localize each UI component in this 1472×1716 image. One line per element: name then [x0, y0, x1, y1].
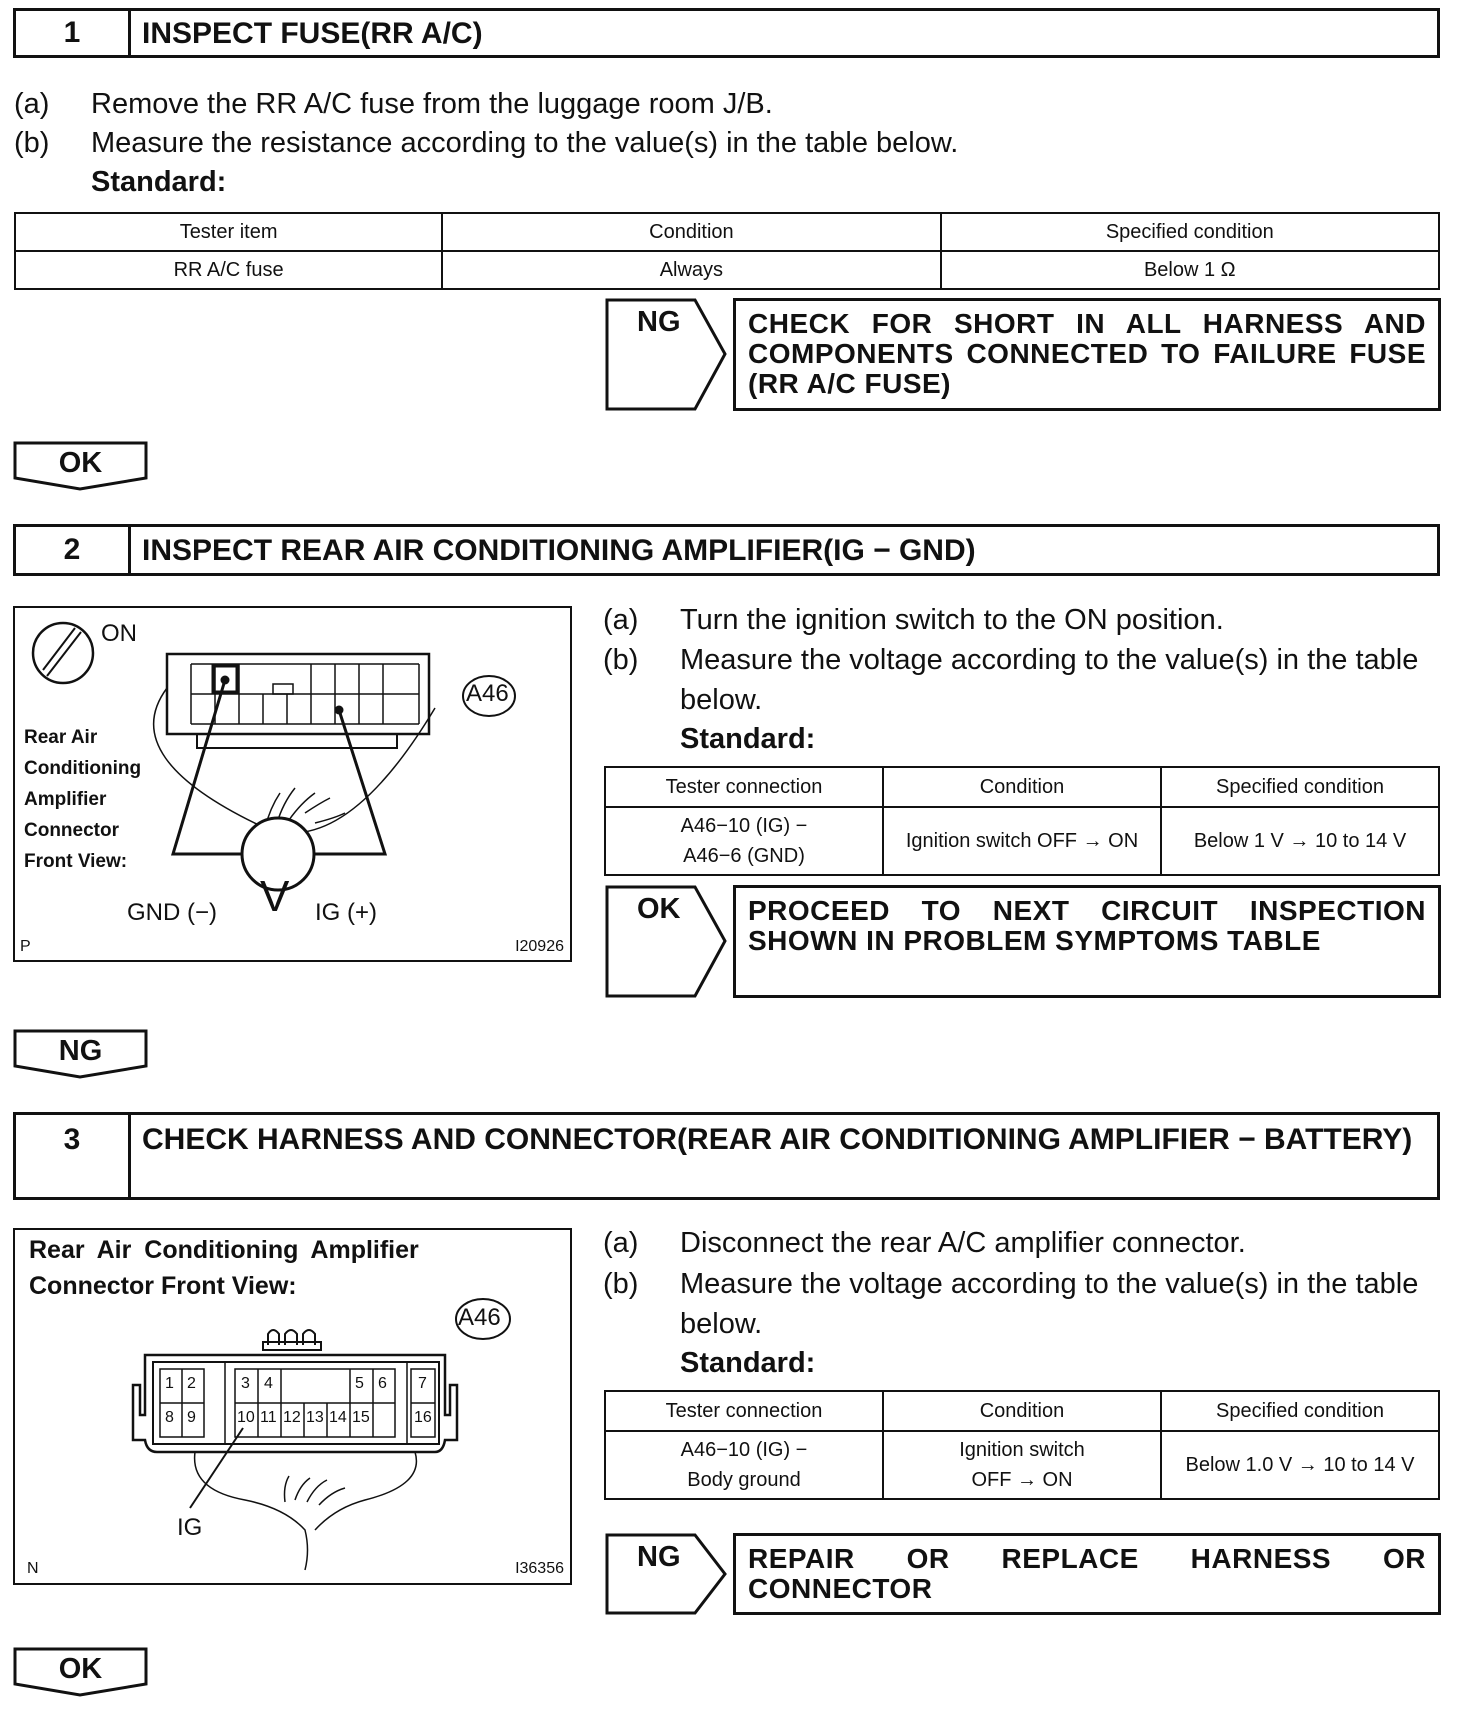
voltmeter-symbol: V — [260, 872, 290, 921]
step-1-a-text: Remove the RR A/C fuse from the luggage room J/B. — [91, 88, 773, 120]
pin-label: 16 — [414, 1409, 432, 1426]
table-header: Condition — [442, 213, 940, 251]
ig-probe-label: IG (+) — [315, 899, 378, 926]
table-header: Tester item — [15, 213, 442, 251]
step-3-title: CHECK HARNESS AND CONNECTOR(REAR AIR CONDITIONING AMPLIFIER − BATTERY) — [142, 1123, 1413, 1156]
pin-label: 1 — [165, 1375, 174, 1392]
step-1-ok-tag — [13, 441, 148, 491]
step-3-figure — [13, 1228, 572, 1585]
figure-caption-line: Connector — [24, 820, 119, 841]
step-2-title: INSPECT REAR AIR CONDITIONING AMPLIFIER(IG − GND) — [142, 534, 976, 567]
table-cell: RR A/C fuse — [15, 251, 442, 289]
step-1-ng-result: CHECK FOR SHORT IN ALL HARNESS AND COMPONENTS CONNECTED TO FAILURE FUSE (RR A/C FUSE) — [733, 298, 1441, 411]
figure-corner-letter: N — [27, 1560, 39, 1577]
cell-line: A46−10 (IG) − — [680, 1439, 808, 1461]
step-3-ng-result: REPAIR OR REPLACE HARNESS OR CONNECTOR — [733, 1533, 1441, 1615]
pin-label: 10 — [237, 1409, 255, 1426]
figure-caption-line: Conditioning — [24, 758, 142, 779]
table-cell: Below 1.0 V → 10 to 14 V — [1161, 1431, 1439, 1499]
table-cell: Below 1 Ω — [941, 251, 1439, 289]
step-2-standard-label: Standard: — [680, 723, 816, 755]
cell-line: Ignition switch — [959, 1439, 1085, 1461]
step-2-ng-label: NG — [58, 1035, 103, 1067]
connector-id-label: A46 — [458, 1304, 501, 1331]
pin-label: 6 — [378, 1375, 387, 1392]
step-1-spec-table — [14, 212, 1440, 290]
cell-line: OFF → ON — [971, 1469, 1073, 1491]
step-3-ok-tag — [13, 1647, 148, 1697]
step-2-a-label: (a) — [603, 604, 639, 636]
step-2-b-text-1: Measure the voltage according to the value(s) in the table — [680, 644, 1419, 676]
table-header: Specified condition — [1161, 1391, 1439, 1431]
step-1-title: INSPECT FUSE(RR A/C) — [142, 17, 483, 50]
cell-line: A46−6 (GND) — [683, 845, 805, 867]
step-2-ng-tag — [13, 1029, 148, 1079]
table-header-row — [605, 1391, 1439, 1431]
step-1-standard-label: Standard: — [91, 166, 227, 198]
step-1-ng-label: NG — [637, 306, 681, 338]
pin-label: 14 — [329, 1409, 347, 1426]
table-header: Specified condition — [1161, 767, 1439, 807]
pin-label: 7 — [418, 1375, 427, 1392]
figure-corner-letter: P — [20, 938, 31, 955]
step-1-b-text: Measure the resistance according to the value(s) in the table below. — [91, 127, 959, 159]
step-3-standard-label: Standard: — [680, 1347, 816, 1379]
pin-label: 11 — [260, 1409, 277, 1426]
table-header: Condition — [883, 1391, 1161, 1431]
pin-label: 12 — [283, 1409, 301, 1426]
figure-caption-line: Connector Front View: — [29, 1272, 297, 1300]
ignition-on-label: ON — [101, 620, 137, 647]
step-2-ok-arrow — [605, 885, 730, 998]
table-row — [15, 251, 1439, 289]
connector-id-label: A46 — [466, 680, 509, 707]
step-3-a-text: Disconnect the rear A/C amplifier connector. — [680, 1227, 1246, 1259]
figure-code: I20926 — [515, 938, 564, 955]
figure-caption-line: Front View: — [24, 851, 128, 872]
step-2-a-text: Turn the ignition switch to the ON position. — [680, 604, 1224, 636]
step-3-b-text-1: Measure the voltage according to the value(s) in the table — [680, 1268, 1419, 1300]
table-header: Tester connection — [605, 767, 883, 807]
step-3-a-label: (a) — [603, 1227, 639, 1259]
step-1-ok-label: OK — [58, 447, 103, 479]
step-3-ng-label: NG — [637, 1541, 681, 1573]
table-cell — [605, 1431, 883, 1499]
gnd-probe-label: GND (−) — [127, 899, 217, 926]
step-2-spec-table — [604, 766, 1440, 876]
ig-pin-label: IG — [177, 1514, 203, 1541]
table-row — [605, 807, 1439, 875]
step-1-header — [13, 8, 1440, 58]
figure-code: I36356 — [515, 1560, 564, 1577]
step-3-number: 3 — [16, 1115, 131, 1197]
step-2-figure — [13, 606, 572, 962]
cell-line: Body ground — [687, 1469, 801, 1491]
pin-label: 13 — [306, 1409, 324, 1426]
pin-label: 5 — [355, 1375, 364, 1392]
table-cell: Always — [442, 251, 940, 289]
step-3-b-label: (b) — [603, 1268, 639, 1300]
pin-label: 2 — [187, 1375, 196, 1392]
table-header-row — [605, 767, 1439, 807]
step-1-b-label: (b) — [14, 127, 50, 159]
step-3-ng-arrow — [605, 1533, 730, 1615]
step-3-b-text-2: below. — [680, 1308, 763, 1340]
table-row — [605, 1431, 1439, 1499]
step-2-ok-label: OK — [637, 893, 681, 925]
step-1-a-label: (a) — [14, 88, 50, 120]
step-2-number: 2 — [16, 527, 131, 573]
figure-caption-line: Rear Air Conditioning Amplifier — [29, 1236, 419, 1264]
step-3-ok-label: OK — [58, 1653, 103, 1685]
table-cell: Below 1 V → 10 to 14 V — [1161, 807, 1439, 875]
table-header-row — [15, 213, 1439, 251]
step-2-ok-result: PROCEED TO NEXT CIRCUIT INSPECTION SHOWN IN PROBLEM SYMPTOMS TABLE — [733, 885, 1441, 998]
pin-label: 3 — [241, 1375, 250, 1392]
table-cell — [883, 1431, 1161, 1499]
figure-caption-line: Amplifier — [24, 789, 107, 810]
pin-label: 9 — [187, 1409, 196, 1426]
step-2-header — [13, 524, 1440, 576]
table-cell — [605, 807, 883, 875]
table-header: Specified condition — [941, 213, 1439, 251]
table-cell: Ignition switch OFF → ON — [883, 807, 1161, 875]
pin-label: 8 — [165, 1409, 174, 1426]
step-2-b-label: (b) — [603, 644, 639, 676]
pin-label: 4 — [264, 1375, 273, 1392]
step-1-ng-arrow — [605, 298, 730, 411]
step-3-spec-table — [604, 1390, 1440, 1500]
table-header: Condition — [883, 767, 1161, 807]
step-1-number: 1 — [16, 11, 131, 55]
step-2-b-text-2: below. — [680, 684, 763, 716]
table-header: Tester connection — [605, 1391, 883, 1431]
figure-caption-line: Rear Air — [24, 727, 98, 748]
pin-label: 15 — [352, 1409, 370, 1426]
step-3-header — [13, 1112, 1440, 1200]
cell-line: A46−10 (IG) − — [680, 815, 808, 837]
